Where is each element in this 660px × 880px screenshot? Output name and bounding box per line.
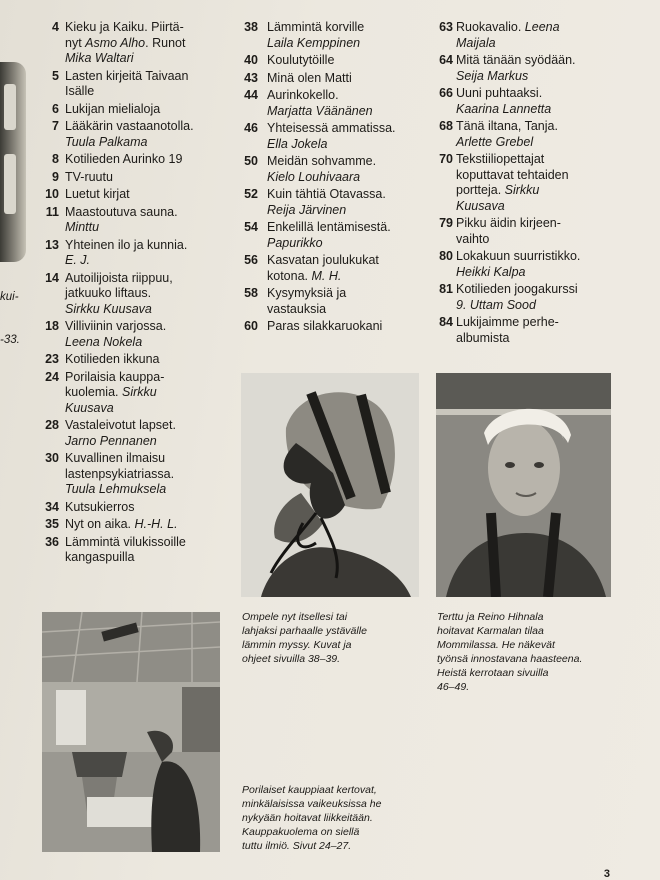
entry-title: Autoilijoista riippuu, jatkuuko liftaus. Sirkku Kuusava xyxy=(65,270,173,316)
caption-line: tuttu ilmiö. Sivut 24–27. xyxy=(242,840,352,852)
page-ref-number: 44 xyxy=(244,88,258,102)
page-ref-number: 81 xyxy=(439,282,453,296)
contents-entry xyxy=(42,119,232,150)
contents-column-1 xyxy=(42,20,232,568)
caption-line: lämmin myssy. Kuvat ja xyxy=(242,639,352,651)
page-ref-number: 7 xyxy=(52,119,59,133)
contents-entry xyxy=(240,53,430,69)
page-ref-number: 38 xyxy=(244,20,258,34)
entry-title: Lääkärin vastaanotolla. Tuula Palkama xyxy=(65,119,194,149)
entry-title: Villiviinin varjossa. Leena Nokela xyxy=(65,319,167,349)
contents-entry xyxy=(42,20,232,67)
contents-entry xyxy=(240,88,430,119)
caption-line: Heistä kerrotaan sivuilla xyxy=(437,667,549,679)
caption-line: hoitavat Karmalan tilaa xyxy=(437,625,544,637)
page-ref-number: 14 xyxy=(45,270,59,285)
contents-entry xyxy=(240,220,430,251)
caption-line: 46–49. xyxy=(437,681,470,693)
contents-entry xyxy=(437,216,627,247)
caption-line: ohjeet sivuilla 38–39. xyxy=(242,653,341,665)
page-ref-number: 84 xyxy=(439,315,453,329)
caption-line: minkälaisissa vaikeuksissa he xyxy=(242,798,382,810)
previous-page-edge xyxy=(0,62,26,262)
caption-line: Porilaiset kauppiaat kertovat, xyxy=(242,784,377,796)
page-ref-number: 30 xyxy=(45,451,59,465)
contents-column-2 xyxy=(240,20,430,337)
entry-title: Meidän sohvamme. Kielo Louhivaara xyxy=(267,154,377,184)
page-ref-number: 18 xyxy=(45,319,59,333)
entry-title: Lokakuun suurristikko. Heikki Kalpa xyxy=(456,249,581,279)
entry-title: Lasten kirjeitä Taivaan Isälle xyxy=(65,68,189,98)
contents-column-3 xyxy=(437,20,627,348)
entry-title: Pikku äidin kirjeen- vaihto xyxy=(456,216,561,246)
knit-hat-woman-photo xyxy=(241,373,419,597)
entry-title: Minä olen Matti xyxy=(267,70,352,85)
edge-text-1: kui- xyxy=(0,291,19,303)
entry-title: Kysymyksiä ja vastauksia xyxy=(267,286,347,316)
page-ref-number: 24 xyxy=(45,369,59,384)
farm-woman-photo xyxy=(436,373,611,597)
contents-entry xyxy=(240,154,430,185)
page-ref-number: 5 xyxy=(52,68,59,83)
contents-entry xyxy=(437,20,627,51)
entry-title: Paras silakkaruokani xyxy=(267,319,383,333)
page-ref-number: 79 xyxy=(439,216,453,230)
page-ref-number: 60 xyxy=(244,319,258,333)
contents-entry xyxy=(42,535,232,566)
entry-title: Enkelillä lentämisestä. Papurikko xyxy=(267,220,391,250)
page-ref-number: 46 xyxy=(244,121,258,135)
contents-entry xyxy=(240,71,430,87)
page-ref-number: 13 xyxy=(45,237,59,252)
entry-title: Kotilieden ikkuna xyxy=(65,352,160,366)
caption-line: Terttu ja Reino Hihnala xyxy=(437,611,544,623)
contents-entry xyxy=(42,187,232,203)
entry-title: Uuni puhtaaksi. Kaarina Lannetta xyxy=(456,86,552,116)
page-ref-number: 4 xyxy=(52,20,59,34)
contents-entry xyxy=(240,253,430,284)
contents-entry xyxy=(42,271,232,318)
entry-title: Aurinkokello. Marjatta Väänänen xyxy=(267,88,373,118)
contents-entry xyxy=(240,187,430,218)
contents-entry xyxy=(437,282,627,313)
contents-entry xyxy=(437,315,627,346)
contents-entry xyxy=(437,249,627,280)
entry-title: Lukijan mielialoja xyxy=(65,101,161,116)
caption-line: lahjaksi parhaalle ystävälle xyxy=(242,625,367,637)
entry-title: Nyt on aika. H.-H. L. xyxy=(65,517,178,531)
entry-title: Kotilieden joogakurssi 9. Uttam Sood xyxy=(456,282,578,312)
entry-title: Vastaleivotut lapset. Jarno Pennanen xyxy=(65,418,176,448)
page-ref-number: 68 xyxy=(439,119,453,133)
page-ref-number: 54 xyxy=(244,220,258,234)
page-ref-number: 52 xyxy=(244,187,258,201)
page-ref-number: 36 xyxy=(45,534,59,549)
page-ref-number: 6 xyxy=(52,101,59,116)
caption-line: Kauppakuolema on siellä xyxy=(242,826,360,838)
page-ref-number: 63 xyxy=(439,20,453,34)
entry-title: Mitä tänään syödään. Seija Markus xyxy=(456,53,576,83)
page-ref-number: 10 xyxy=(45,187,59,201)
contents-entry xyxy=(42,517,232,533)
entry-title: Kutsukierros xyxy=(65,499,135,514)
entry-title: Yhteinen ilo ja kunnia. E. J. xyxy=(65,237,188,267)
caption-line: työnsä innostavana haasteena. xyxy=(437,653,583,665)
contents-entry xyxy=(437,119,627,150)
entry-title: Tänä iltana, Tanja. Arlette Grebel xyxy=(456,119,558,149)
entry-title: TV-ruutu xyxy=(65,169,113,184)
contents-entry xyxy=(42,451,232,498)
page-ref-number: 70 xyxy=(439,152,453,166)
caption-line: Mommilassa. He näkevät xyxy=(437,639,555,651)
contents-entry xyxy=(42,170,232,186)
page-ref-number: 9 xyxy=(52,169,59,184)
caption-line: Ompele nyt itsellesi tai xyxy=(242,611,348,623)
page-ref-number: 11 xyxy=(45,204,59,219)
contents-entry xyxy=(42,205,232,236)
page-ref-number: 40 xyxy=(244,53,258,67)
contents-entry xyxy=(42,352,232,368)
page-ref-number: 43 xyxy=(244,70,258,85)
entry-title: Lämmintä vilukissoille kangaspuilla xyxy=(65,534,186,564)
entry-title: Lukijaimme perhe- albumista xyxy=(456,315,559,345)
contents-entry xyxy=(42,69,232,100)
entry-title: Kuvallinen ilmaisu lastenpsykiatriassa. Tuula Lehmuksela xyxy=(65,451,175,496)
contents-entry xyxy=(42,500,232,516)
entry-title: Kuin tähtiä Otavassa. Reija Järvinen xyxy=(267,187,386,217)
entry-title: Kasvatan joulukukat kotona. M. H. xyxy=(267,253,379,283)
shop-photo-caption xyxy=(242,783,432,853)
contents-entry xyxy=(42,152,232,168)
contents-entry xyxy=(437,53,627,84)
page-ref-number: 50 xyxy=(244,154,258,168)
contents-entry xyxy=(240,319,430,335)
contents-entry xyxy=(42,319,232,350)
entry-title: Yhteisessä ammatissa. Ella Jokela xyxy=(267,121,396,151)
entry-title: Porilaisia kauppa- kuolemia. Sirkku Kuusava xyxy=(65,369,165,415)
entry-title: Koulutytöille xyxy=(267,53,335,67)
page-ref-number: 28 xyxy=(45,418,59,432)
page-ref-number: 66 xyxy=(439,86,453,100)
contents-entry xyxy=(437,152,627,214)
contents-entry xyxy=(42,370,232,417)
page-ref-number: 58 xyxy=(244,286,258,300)
entry-title: Maastoutuva sauna. Minttu xyxy=(65,204,178,234)
page-number: 3 xyxy=(603,868,610,880)
entry-title: Tekstiiliopettajat koputtavat tehtaiden portteja. Sirkku Kuusava xyxy=(456,152,569,213)
caption-line: nykyään hoitavat liikkeitään. xyxy=(242,812,373,824)
page-ref-number: 34 xyxy=(45,499,59,514)
entry-title: Kieku ja Kaiku. Piirtä- nyt Asmo Alho. Runot Mika Waltari xyxy=(65,20,186,65)
page-ref-number: 8 xyxy=(52,152,59,166)
contents-entry xyxy=(240,20,430,51)
entry-title: Luetut kirjat xyxy=(65,187,130,201)
entry-title: Lämmintä korville Laila Kemppinen xyxy=(267,20,365,50)
page-ref-number: 56 xyxy=(244,253,258,267)
woman-photo-caption xyxy=(437,610,617,694)
contents-entry xyxy=(42,418,232,449)
contents-entry xyxy=(240,286,430,317)
page-ref-number: 35 xyxy=(45,517,59,531)
contents-entry xyxy=(437,86,627,117)
entry-title: Ruokavalio. Leena Maijala xyxy=(456,20,560,50)
contents-entry xyxy=(42,102,232,118)
contents-entry xyxy=(42,238,232,269)
page-ref-number: 64 xyxy=(439,53,453,67)
hat-photo-caption xyxy=(242,610,422,666)
page-ref-number: 80 xyxy=(439,249,453,263)
contents-entry xyxy=(240,121,430,152)
page-ref-number: 23 xyxy=(45,352,59,366)
entry-title: Kotilieden Aurinko 19 xyxy=(65,152,183,166)
edge-text-2: -33. xyxy=(0,334,20,346)
shop-scales-photo xyxy=(42,612,220,852)
